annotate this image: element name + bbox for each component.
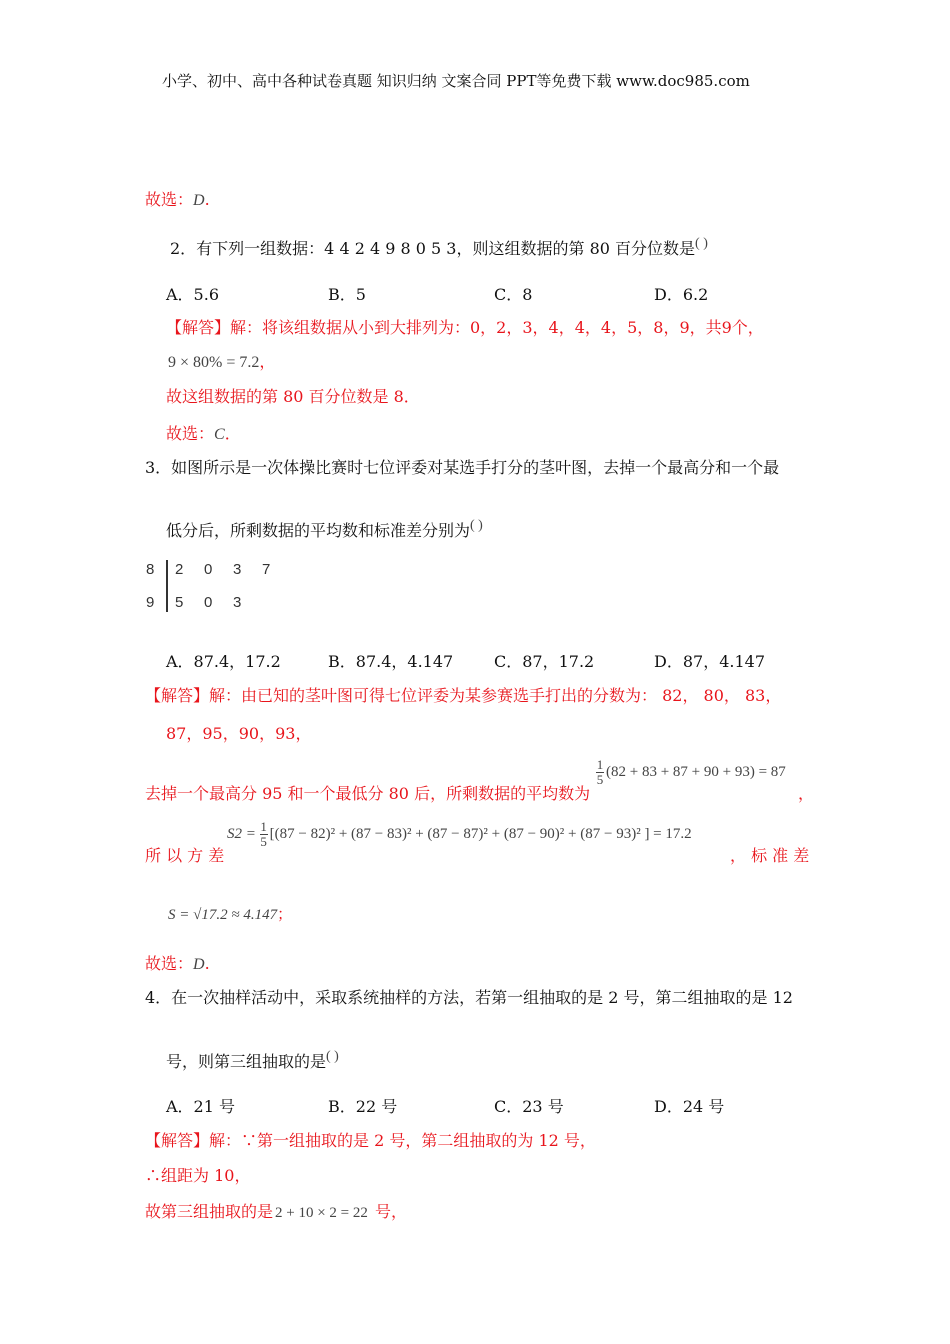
- q4-option-b[interactable]: B．22 号: [328, 1097, 398, 1116]
- q3-variance-prefix: 所 以 方 差: [145, 846, 225, 865]
- q3-option-b[interactable]: B．87.4，4.147: [328, 652, 454, 671]
- leaf: 7: [262, 561, 271, 578]
- q3-solution-line1: 【解答】解：由已知的茎叶图可得七位评委为某参赛选手打出的分数为： 82， 80， 83，: [145, 686, 782, 705]
- q3-option-d[interactable]: D．87，4.147: [654, 652, 765, 671]
- leaf: 0: [204, 594, 213, 611]
- denominator: 5: [596, 772, 604, 787]
- q3-solution-line2: 87，95，90，93，: [166, 724, 312, 743]
- q4-option-a[interactable]: A．21 号: [166, 1097, 236, 1116]
- answer-label: 故选：: [145, 954, 194, 973]
- answer-end: .: [204, 954, 210, 973]
- prev-answer: [145, 187, 210, 210]
- leaf: 3: [233, 594, 242, 611]
- q3-answer: [145, 951, 210, 974]
- q4-stem-text: 号，则第三组抽取的是: [166, 1052, 327, 1071]
- answer-letter: C: [214, 426, 225, 443]
- mean-expression: (82 + 83 + 87 + 90 + 93) = 87: [606, 763, 786, 780]
- q2-option-d[interactable]: D．6.2: [654, 285, 709, 304]
- q2-solution-line1: 【解答】解：将该组数据从小到大排列为：0，2，3，4，4，4，5，8，9，共9个，: [166, 318, 764, 337]
- fraction: [596, 758, 604, 787]
- q3-stem-line2: [166, 518, 483, 541]
- leaf: 2: [175, 561, 184, 578]
- leaf: 3: [233, 561, 242, 578]
- q4-option-c[interactable]: C．23 号: [494, 1097, 564, 1116]
- stem-leaf-divider: [166, 560, 168, 612]
- variance-expression: [(87 − 82)² + (87 − 83)² + (87 − 87)² + (87 − 90)² + (87 − 93)² ] = 17.2: [269, 825, 692, 842]
- q2-option-c[interactable]: C．8: [494, 285, 533, 304]
- q2-answer: [166, 421, 241, 444]
- q4-solution-line3: [145, 1199, 407, 1222]
- q4-option-d[interactable]: D．24 号: [654, 1097, 725, 1116]
- answer-letter: D: [193, 192, 205, 209]
- stem-8: 8: [146, 561, 155, 578]
- leaf: 0: [204, 561, 213, 578]
- answer-label: 故选：: [145, 190, 194, 209]
- q4-line3-suffix: 号，: [369, 1202, 407, 1221]
- q3-comma: ，: [798, 784, 815, 803]
- sd-end: ；: [277, 905, 293, 923]
- q2-solution-line3: 故这组数据的第 80 百分位数是 8．: [166, 387, 420, 406]
- q4-line3-math: 2 + 10 × 2 = 22: [275, 1205, 368, 1221]
- answer-end: ．: [224, 424, 241, 443]
- fraction: [260, 820, 268, 849]
- q2-paren: ( ): [695, 236, 708, 251]
- q3-option-c[interactable]: C．87，17.2: [494, 652, 595, 671]
- page-header: 小学、初中、高中各种试卷真题 知识归纳 文案合同 PPT等免费下载 www.doc985.com: [162, 72, 750, 90]
- q2-math-expr: 9 × 80% = 7.2: [168, 354, 260, 371]
- answer-letter: D: [193, 956, 205, 973]
- stem-9: 9: [146, 594, 155, 611]
- q2-option-b[interactable]: B．5: [328, 285, 366, 304]
- q2-stem-text: 2．有下列一组数据：4 4 2 4 9 8 0 5 3，则这组数据的第 80 百分位数是: [170, 239, 696, 258]
- q3-mean-formula: [596, 758, 786, 787]
- q4-line3-prefix: 故第三组抽取的是: [145, 1202, 274, 1221]
- q4-stem-line2: [166, 1049, 339, 1072]
- q3-sd-line: [168, 903, 292, 924]
- q4-stem-line1: 4．在一次抽样活动中，采取系统抽样的方法，若第一组抽取的是 2 号，第二组抽取的是 12: [145, 988, 793, 1007]
- numerator: 1: [596, 757, 604, 772]
- numerator: 1: [260, 819, 267, 834]
- q4-solution-line2: ∴组距为 10，: [145, 1166, 251, 1185]
- q3-paren: ( ): [470, 518, 483, 533]
- q3-variance-formula: [227, 820, 692, 849]
- q3-variance-suffix: ， 标 准 差: [730, 846, 810, 865]
- sd-expression: S = √17.2 ≈ 4.147: [168, 907, 278, 923]
- q2-option-a[interactable]: A．5.6: [166, 285, 220, 304]
- q4-solution-line1: 【解答】解：∵第一组抽取的是 2 号，第二组抽取的为 12 号，: [145, 1131, 596, 1150]
- denominator: 5: [260, 834, 267, 849]
- leaf: 5: [175, 594, 184, 611]
- variance-lhs: S2 =: [227, 825, 256, 842]
- answer-end: .: [204, 190, 210, 209]
- q3-solution-line3: 去掉一个最高分 95 和一个最低分 80 后，所剩数据的平均数为: [145, 784, 591, 803]
- q2-math-end: ，: [259, 352, 276, 371]
- q2-stem: [170, 236, 708, 259]
- q2-solution-math: [168, 349, 275, 372]
- q4-paren: ( ): [326, 1049, 339, 1064]
- q3-stem-text: 低分后，所剩数据的平均数和标准差分别为: [166, 521, 471, 540]
- q3-option-a[interactable]: A．87.4，17.2: [166, 652, 281, 671]
- q3-stem-line1: 3．如图所示是一次体操比赛时七位评委对某选手打分的茎叶图，去掉一个最高分和一个最: [145, 458, 780, 477]
- answer-label: 故选：: [166, 424, 215, 443]
